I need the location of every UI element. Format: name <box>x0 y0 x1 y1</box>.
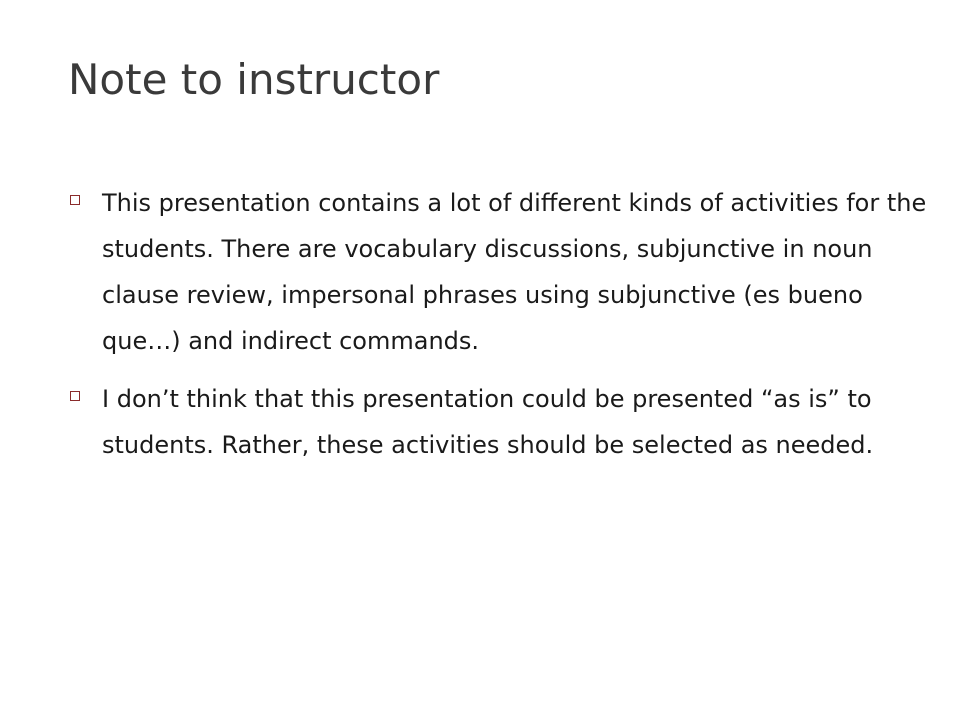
bullet-item <box>68 376 928 468</box>
bullet-text: I don’t think that this presentation could be presented “as is” to students. Rather, these activities should be selected as needed. <box>102 385 874 459</box>
bullet-list <box>68 180 928 480</box>
slide-title: Note to instructor <box>68 55 440 104</box>
hollow-square-icon <box>70 391 80 401</box>
hollow-square-icon <box>70 195 80 205</box>
bullet-text: This presentation contains a lot of different kinds of activities for the students. There are vocabulary discussions, subjunctive in noun clause review, impersonal phrases using subjunctive (es bueno que…) and indirect commands. <box>102 189 927 355</box>
bullet-item <box>68 180 928 364</box>
